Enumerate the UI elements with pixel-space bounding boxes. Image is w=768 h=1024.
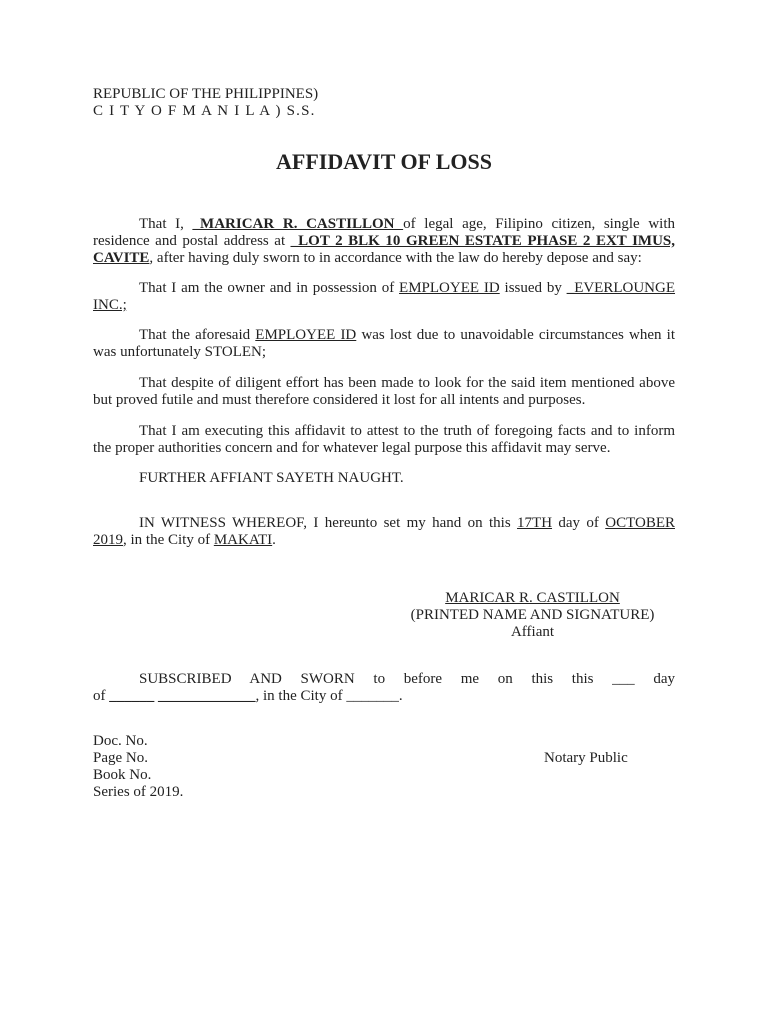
paragraph-ownership: [93, 280, 675, 314]
jurat-blank-month: _____________: [158, 688, 256, 704]
book-no: Book No.: [93, 767, 152, 783]
paragraph-diligent-effort: [93, 375, 675, 409]
paragraph-purpose: [93, 423, 675, 457]
para1-text-a: That I,: [139, 216, 193, 232]
lost-item-ref: EMPLOYEE ID: [255, 327, 357, 343]
witness-day: 17TH: [517, 515, 553, 531]
para6-text: FURTHER AFFIANT SAYETH NAUGHT.: [139, 470, 404, 486]
doc-no: Doc. No.: [93, 733, 148, 749]
para1-text-c: , after having duly sworn to in accordance with the law do hereby depose and say:: [149, 250, 642, 266]
affiant-name: _MARICAR R. CASTILLON: [192, 216, 404, 232]
jurat-line1: SUBSCRIBED AND SWORN to before me on this this ___ day: [139, 671, 675, 687]
para3-text-a: That the aforesaid: [139, 327, 256, 343]
signature-name-text: MARICAR R. CASTILLON: [445, 590, 620, 606]
para2-text-a: That I am the owner and in possession of: [139, 280, 400, 296]
signature-name: [395, 590, 670, 607]
para1-text-b: of legal age, Filipino citizen, single with residence and postal address at: [93, 216, 676, 249]
document-title: AFFIDAVIT OF LOSS: [276, 149, 492, 174]
page-no: Page No.: [93, 750, 148, 766]
witness-text-d: .: [272, 532, 276, 548]
jurat-blank-day: ______: [109, 688, 155, 704]
para3-text-b: was lost due to unavoidable circumstances when it was unfortunately STOLEN;: [93, 327, 676, 360]
witness-city: MAKATI: [213, 532, 273, 548]
witness-month: OCTOBER: [605, 515, 675, 531]
para2-text-b: issued by: [499, 280, 567, 296]
para5-text: That I am executing this affidavit to attest to the truth of foregoing facts and to inform the proper authorities concern and for whatever legal purpose this affidavit may serve.: [93, 423, 675, 456]
paragraph-witness: [93, 515, 675, 549]
para4-text: That despite of diligent effort has been made to look for the said item mentioned above but proved futile and must therefore considered it lost for all intents and purposes.: [93, 375, 675, 408]
venue-line-republic: REPUBLIC OF THE PHILIPPINES): [93, 86, 319, 102]
witness-text-a: IN WITNESS WHEREOF, I hereunto set my hand on this: [139, 515, 518, 531]
paragraph-jurat: [93, 671, 675, 705]
series-year: Series of 2019.: [93, 784, 184, 800]
notary-public-label: Notary Public: [544, 750, 628, 766]
venue-line-city: C I T Y O F M A N I L A ) S.S.: [93, 103, 316, 119]
affiant-address: _LOT 2 BLK 10 GREEN ESTATE PHASE 2 EXT IMUS, CAVITE: [93, 233, 675, 266]
item-issuer: _EVERLOUNGE INC.;: [93, 280, 676, 313]
paragraph-affiant-identity: [93, 216, 675, 267]
witness-year: 2019: [93, 532, 123, 548]
witness-text-b: day of: [552, 515, 606, 531]
witness-text-c: , in the City of: [123, 532, 214, 548]
lost-item: EMPLOYEE ID: [399, 280, 500, 296]
jurat-text-c: , in the City of _______.: [255, 688, 403, 704]
signature-caption: (PRINTED NAME AND SIGNATURE): [410, 607, 655, 623]
signature-role: Affiant: [510, 624, 555, 640]
paragraph-loss: [93, 327, 675, 361]
paragraph-naught: [93, 470, 675, 487]
jurat-text-b: of: [93, 688, 110, 704]
